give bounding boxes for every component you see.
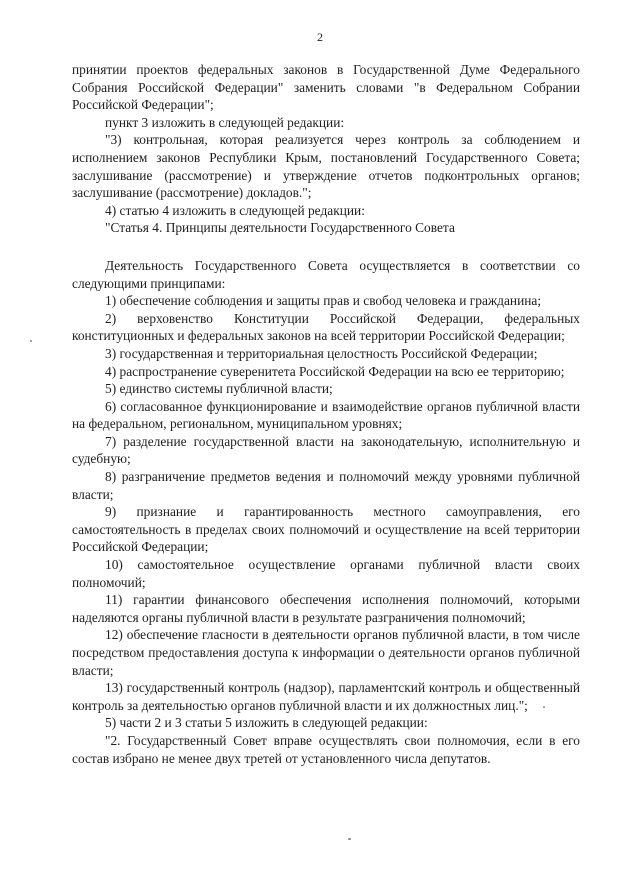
principle-item-1: 1) обеспечение соблюдения и защиты прав и свобод человека и гражданина; [105, 293, 542, 309]
principle-item-5: 5) единство системы публичной власти; [105, 381, 333, 397]
paragraph-article-5-part-2: "2. Государственный Совет вправе осуществлять свои полномочия, если в его состав избрано не менее двух третей от установленного числа депутатов. [72, 732, 580, 766]
document-body [72, 61, 580, 767]
paragraph-amendment-article-4: 4) статью 4 изложить в следующей редакции: [105, 202, 365, 218]
article-4-heading: "Статья 4. Принципы деятельности Государственного Совета [105, 220, 455, 236]
spacer [72, 237, 580, 257]
principle-item-11: 11) гарантии финансового обеспечения исполнения полномочий, которыми наделяются органы публичной власти в результате разграничения полномочий; [72, 592, 580, 625]
paragraph-continuation: принятии проектов федеральных законов в Государственной Думе Федерального Собрания Российской Федерации" заменить словами "в Федеральном Собрании Российской Федерации"; [72, 62, 580, 113]
principle-item-12: 12) обеспечение гласности в деятельности органов публичной власти, в том числе посредством предоставления доступа к информации о деятельности органов публичной власти; [72, 627, 580, 678]
scan-speck [348, 838, 351, 840]
principle-item-8: 8) разграничение предметов ведения и полномочий между уровнями публичной власти; [72, 469, 580, 502]
paragraph-amendment-point-3: пункт 3 изложить в следующей редакции: [105, 114, 345, 130]
principle-item-4: 4) распространение суверенитета Российской Федерации на всю ее территорию; [105, 363, 565, 379]
scan-speck [543, 706, 545, 708]
principle-item-2: 2) верховенство Конституции Российской Федерации, федеральных конституционных и федеральных законов на всей территории Российской Федерации; [72, 310, 580, 344]
principle-item-3: 3) государственная и территориальная целостность Российской Федерации; [105, 345, 538, 361]
paragraph-amendment-article-5: 5) части 2 и 3 статьи 5 изложить в следующей редакции: [105, 715, 428, 731]
paragraph-principles-intro: Деятельность Государственного Совета осуществляется в соответствии со следующими принципами: [72, 257, 580, 291]
paragraph-control-function: "3) контрольная, которая реализуется через контроль за соблюдением и исполнением законов Республики Крым, постановлений Государственного Совета; заслушивание (рассмотрение) и утверждение отчетов подконтрольных органов; заслушивание (рассмотрение) докладов."; [72, 132, 580, 201]
scan-speck [30, 340, 32, 342]
principle-item-13: 13) государственный контроль (надзор), парламентский контроль и общественный контроль за деятельностью органов публичной власти и их должностных лиц."; [72, 680, 580, 713]
principle-item-6: 6) согласованное функционирование и взаимодействие органов публичной власти на федеральном, региональном, муниципальном уровнях; [72, 398, 580, 432]
principle-item-7: 7) разделение государственной власти на законодательную, исполнительную и судебную; [72, 433, 580, 467]
principle-item-9: 9) признание и гарантированность местного самоуправления, его самостоятельность в пределах своих полномочий и осуществление на всей территории Российской Федерации; [72, 504, 580, 555]
page-number: 2 [317, 30, 323, 44]
principle-item-10: 10) самостоятельное осуществление органами публичной власти своих полномочий; [72, 557, 580, 590]
